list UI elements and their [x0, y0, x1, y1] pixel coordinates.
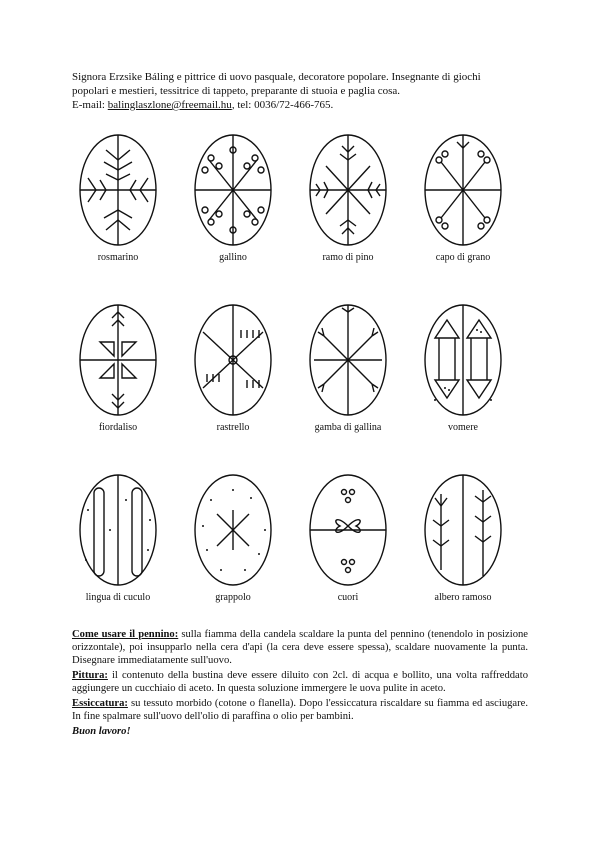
branching-tree-egg-icon — [411, 470, 515, 600]
instruction-drying-title: Essiccatura: — [72, 698, 128, 709]
instruction-pen — [72, 628, 528, 667]
email-link[interactable]: balinglaszlone@freemail.hu — [107, 99, 232, 111]
egg-rosemary — [66, 130, 170, 290]
egg-label: vomere — [448, 422, 478, 433]
closing-text: Buon lavoro! — [72, 726, 131, 737]
egg-hen-leg — [296, 300, 400, 460]
egg-wheat-head — [411, 130, 515, 290]
egg-label: capo di grano — [435, 252, 491, 263]
instruction-pen-text: sulla fiamma della candela scaldare la punta del pennino (tenendolo in posizione orizzontale), poi insupparlo nella cera d'api (la cera deve essere spessa), scaldare nuovamente la punta. Disegnare immediatamente sull'uovo. — [72, 629, 528, 666]
egg-label: albero ramoso — [434, 592, 492, 603]
grape-cluster-egg-icon — [181, 470, 285, 600]
hen-egg-icon — [181, 130, 285, 260]
egg-hen — [181, 130, 285, 290]
egg-cuckoo-tongue — [66, 470, 170, 630]
egg-row-1 — [66, 130, 516, 300]
rosemary-egg-icon — [66, 130, 170, 260]
egg-row-2 — [66, 300, 516, 470]
egg-branching-tree — [411, 470, 515, 630]
instruction-painting-title: Pittura: — [72, 670, 108, 681]
instruction-painting-text: il contenuto della bustina deve essere diluito con 2cl. di acqua e bollito, una volta raffreddato aggiungere un cucchiaio di aceto. In questa soluzione immergere le uova pulite in aceto. — [72, 670, 528, 694]
egg-label: gallino — [219, 252, 247, 263]
egg-label: gamba di gallina — [314, 422, 382, 433]
instruction-drying-text: su tessuto morbido (cotone o flanella). Dopo l'essiccatura riscaldare su fiamma ed asciugare. In fine spalmare sull'uovo dell'olio di paraffina o olio per bambini. — [72, 698, 528, 722]
egg-ploughshare — [411, 300, 515, 460]
egg-label: grappolo — [215, 592, 251, 603]
egg-label: ramo di pino — [322, 252, 374, 263]
egg-label: rastrello — [216, 422, 250, 433]
instruction-painting — [72, 669, 528, 695]
cuckoo-tongue-egg-icon — [66, 470, 170, 600]
egg-hearts — [296, 470, 400, 630]
cornflower-egg-icon — [66, 300, 170, 430]
hen-leg-egg-icon — [296, 300, 400, 430]
header-line-1: Signora Erzsike Báling e pittrice di uovo pasquale, decoratore popolare. Insegnante di giochi — [72, 71, 481, 83]
egg-label: fiordaliso — [98, 422, 138, 433]
instruction-drying — [72, 697, 528, 723]
egg-row-3 — [66, 470, 516, 640]
egg-rake — [181, 300, 285, 460]
pine-branch-egg-icon — [296, 130, 400, 260]
egg-label: lingua di cuculo — [85, 592, 151, 603]
egg-cornflower — [66, 300, 170, 460]
rake-egg-icon — [181, 300, 285, 430]
instruction-pen-title: Come usare il pennino: — [72, 629, 179, 640]
contact-line — [72, 98, 532, 112]
ploughshare-egg-icon — [411, 300, 515, 430]
contact-header — [72, 70, 532, 112]
email-label: E-mail: — [72, 99, 105, 111]
instructions — [72, 628, 528, 740]
header-line-2: popolari e mestieri, tessitrice di tappeto, preparante di stuoia e paglia cosa. — [72, 85, 401, 97]
wheat-head-egg-icon — [411, 130, 515, 260]
egg-label: rosmarino — [97, 252, 139, 263]
telephone: , tel: 0036/72-466-765. — [231, 99, 334, 111]
egg-grape-cluster — [181, 470, 285, 630]
egg-pine-branch — [296, 130, 400, 290]
egg-pattern-grid — [66, 130, 516, 640]
hearts-egg-icon — [296, 470, 400, 600]
egg-label: cuori — [337, 592, 359, 603]
